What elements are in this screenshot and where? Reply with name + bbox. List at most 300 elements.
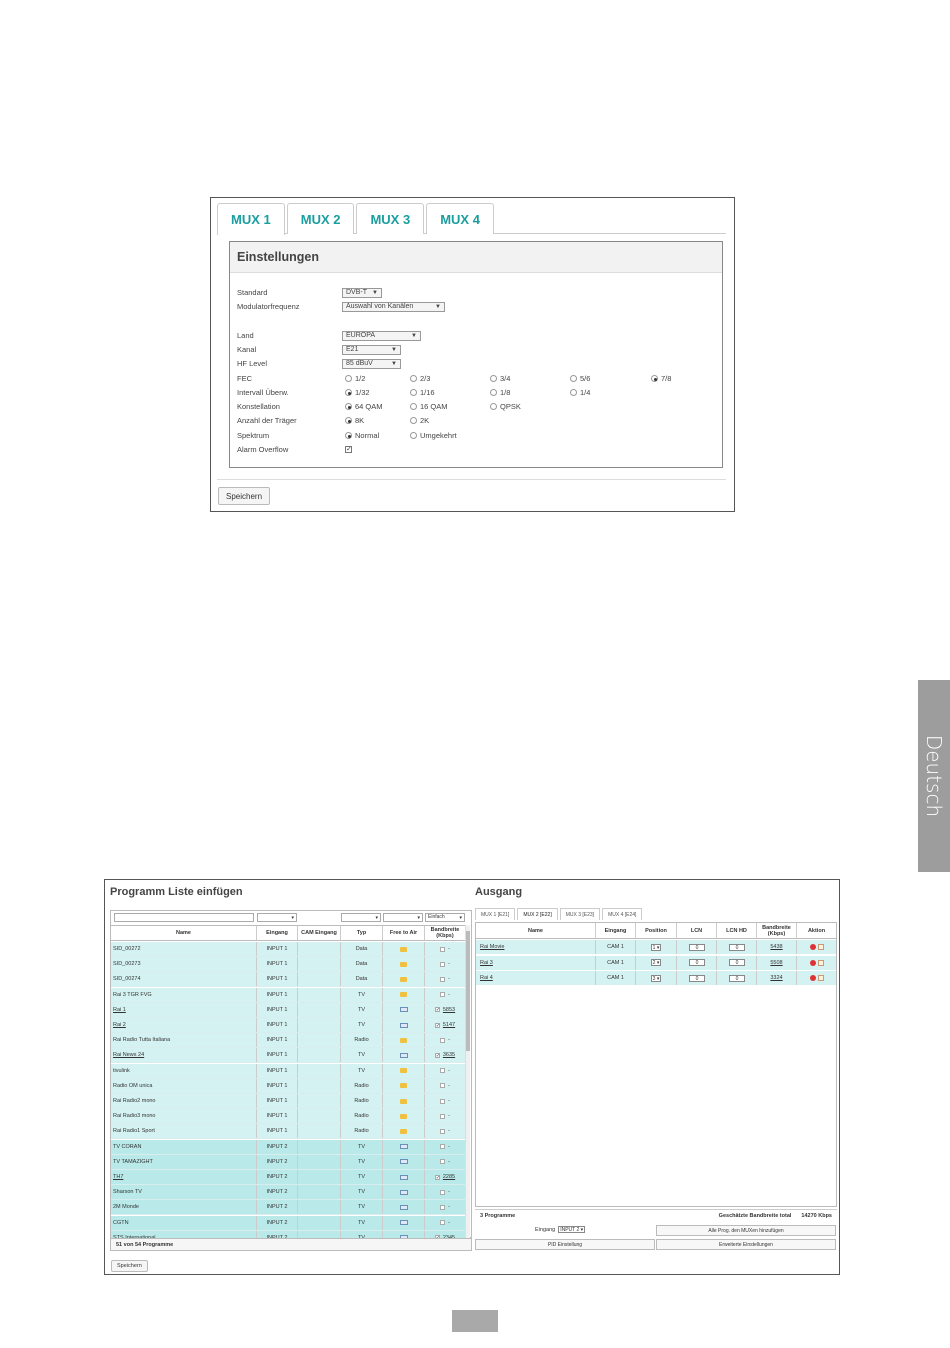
table-cell: [111, 1033, 257, 1047]
tv-icon: [400, 1023, 408, 1028]
program-bandwidth: -: [448, 1067, 450, 1074]
chevron-down-icon: ▼: [411, 332, 417, 339]
table-cell: [257, 1140, 298, 1154]
fec-radio-5-6[interactable]: 5/6: [570, 374, 590, 383]
table-cell: [257, 1079, 298, 1093]
table-cell: [677, 940, 717, 954]
program-name: TV TAMAZIGHT: [113, 1158, 153, 1165]
position-select[interactable]: 3 ▾: [652, 975, 660, 982]
table-cell: [257, 972, 298, 986]
chevron-down-icon: ▾: [291, 915, 294, 921]
table-cell: [341, 1170, 383, 1184]
program-checkbox[interactable]: ✓: [435, 1022, 441, 1029]
program-bandwidth: -: [448, 946, 450, 952]
ocol-lcn[interactable]: LCN: [677, 923, 717, 938]
table-cell: [383, 1140, 425, 1154]
tv-icon: [400, 1205, 408, 1210]
program-bandwidth: -: [448, 1098, 450, 1104]
standard-row: [237, 287, 717, 298]
lcn-input[interactable]: 0: [689, 944, 705, 951]
table-cell: [257, 942, 298, 956]
table-row[interactable]: [111, 1170, 466, 1185]
table-row[interactable]: [111, 1003, 466, 1018]
output-bandwidth: 5438: [770, 944, 783, 950]
mux-settings-screenshot: [210, 197, 735, 512]
edit-icon[interactable]: [818, 944, 824, 950]
kanal-select[interactable]: E21 ▼: [342, 345, 401, 355]
output-position: 2: [652, 960, 656, 966]
program-input: INPUT 2: [266, 1158, 288, 1165]
table-cell: [111, 1003, 257, 1017]
program-input: INPUT 2: [266, 1143, 288, 1150]
table-cell: [341, 1109, 383, 1123]
program-checkbox[interactable]: [440, 1129, 445, 1134]
table-cell: [425, 1124, 466, 1138]
program-type: TV: [357, 1067, 366, 1074]
table-row[interactable]: [111, 1200, 466, 1215]
table-cell: [298, 1048, 341, 1062]
program-input: INPUT 1: [266, 976, 288, 983]
table-cell: [383, 1079, 425, 1093]
program-list-scrollbar[interactable]: [465, 925, 470, 1239]
table-cell: [111, 1064, 257, 1078]
program-input: INPUT 2: [266, 1219, 288, 1226]
program-name: tivulink: [113, 1067, 130, 1074]
table-cell: [298, 1200, 341, 1214]
ocol-aktion[interactable]: Aktion: [807, 927, 826, 934]
program-bandwidth: -: [448, 1128, 450, 1135]
tab-output-mux-2[interactable]: MUX 2 [E22]: [517, 908, 557, 920]
table-cell: [425, 1048, 466, 1062]
program-checkbox[interactable]: [440, 1159, 445, 1164]
tab-output-mux-1[interactable]: MUX 1 [E21]: [475, 908, 515, 920]
table-cell: [257, 1033, 298, 1047]
table-cell: [341, 942, 383, 956]
save-button[interactable]: Speichern: [218, 487, 270, 505]
table-cell: [383, 1003, 425, 1017]
chevron-down-icon: ▾: [375, 915, 378, 921]
program-input: INPUT 1: [266, 1037, 288, 1044]
fec-row: [237, 373, 717, 384]
program-bandwidth: 2285: [442, 1174, 456, 1180]
alarm-row: [237, 444, 717, 455]
output-name[interactable]: Rai 3: [480, 959, 493, 966]
output-table-header: [476, 923, 836, 939]
table-cell: [257, 1200, 298, 1214]
lock-icon: [400, 947, 407, 952]
position-select[interactable]: 1 ▾: [652, 944, 660, 951]
table-cell: [341, 1079, 383, 1093]
table-cell: [111, 1079, 257, 1093]
program-checkbox[interactable]: [440, 1144, 445, 1149]
table-cell: [298, 1140, 341, 1154]
modulator-row: [237, 301, 717, 312]
table-cell: [298, 1124, 341, 1138]
table-cell: [797, 956, 836, 970]
konstellation-label: Konstellation: [237, 402, 280, 411]
program-checkbox[interactable]: [440, 1038, 445, 1043]
program-checkbox[interactable]: ✓: [435, 1174, 441, 1181]
table-cell: [298, 1079, 341, 1093]
table-cell: [425, 957, 466, 971]
tab-output-mux-4[interactable]: MUX 4 [E24]: [602, 908, 642, 920]
table-cell: [383, 942, 425, 956]
spektrum-label: Spektrum: [237, 431, 270, 440]
alarm-overflow-checkbox[interactable]: ✓: [346, 446, 352, 453]
intervall-radio-1-4[interactable]: 1/4: [570, 388, 590, 397]
program-name: Rai News 24: [113, 1052, 145, 1059]
lock-icon: [400, 1038, 407, 1043]
tv-icon: [400, 1144, 408, 1149]
tab-mux-3[interactable]: MUX 3: [356, 203, 424, 234]
program-input: INPUT 1: [266, 991, 288, 998]
chevron-down-icon: ▾: [459, 915, 462, 921]
program-bandwidth: 3635: [442, 1052, 456, 1059]
table-cell: [257, 957, 298, 971]
chevron-down-icon: ▼: [435, 303, 441, 310]
table-row[interactable]: [111, 1155, 466, 1170]
land-row: [237, 330, 717, 341]
fec-label: FEC: [237, 374, 252, 383]
table-cell: [383, 1155, 425, 1169]
program-input: INPUT 1: [266, 1052, 288, 1059]
program-type: TV: [357, 1052, 366, 1059]
output-name[interactable]: Rai 4: [480, 975, 493, 981]
program-type: Radio: [354, 1098, 369, 1104]
col-cam-eingang[interactable]: CAM Eingang: [298, 926, 341, 940]
tab-output-mux-3[interactable]: MUX 3 [E23]: [560, 908, 600, 920]
lcn-input[interactable]: 0: [689, 975, 705, 982]
delete-icon[interactable]: [810, 975, 816, 981]
lcn-hd-input[interactable]: 0: [729, 975, 745, 982]
table-cell: [257, 1155, 298, 1169]
table-cell: [257, 1003, 298, 1017]
table-cell: [425, 1094, 466, 1108]
chevron-down-icon: ▼: [391, 346, 397, 353]
table-cell: [383, 1064, 425, 1078]
program-input: INPUT 1: [266, 1006, 288, 1013]
program-type: Radio: [354, 1037, 369, 1044]
modulator-select[interactable]: Auswahl von Kanälen ▼: [342, 302, 445, 312]
advanced-settings-button[interactable]: Erweiterte Einstellungen: [656, 1239, 836, 1250]
delete-icon[interactable]: [810, 960, 816, 966]
table-cell: [298, 972, 341, 986]
table-cell: [111, 942, 257, 956]
table-cell: [757, 940, 797, 954]
bandwidth-total-value: 14270 Kbps: [801, 1213, 832, 1219]
table-row[interactable]: [111, 1018, 466, 1033]
table-row[interactable]: [111, 957, 466, 972]
lcn-input[interactable]: 0: [689, 959, 705, 966]
program-input: INPUT 1: [266, 1022, 288, 1028]
name-filter-input[interactable]: [114, 913, 254, 922]
program-type: TV: [357, 991, 366, 998]
tv-icon: [400, 1007, 408, 1012]
table-row[interactable]: [111, 1033, 466, 1048]
table-cell: [298, 1033, 341, 1047]
table-cell: [111, 988, 257, 1002]
program-name: Rai Radio1 Sport: [113, 1128, 155, 1135]
table-cell: [111, 1170, 257, 1184]
table-cell: [111, 1200, 257, 1214]
type-filter-select[interactable]: [341, 913, 381, 922]
table-cell: [677, 971, 717, 985]
table-cell: [257, 1109, 298, 1123]
lcn-hd-input[interactable]: 0: [729, 959, 745, 966]
program-bandwidth: -: [448, 976, 450, 983]
hf-level-select[interactable]: 85 dBuV ▼: [342, 359, 401, 369]
program-bandwidth: -: [448, 1204, 450, 1211]
program-checkbox[interactable]: ✓: [435, 1007, 441, 1014]
col-name[interactable]: Name: [111, 926, 257, 940]
table-cell: [298, 1094, 341, 1108]
output-input: CAM 1: [607, 944, 624, 950]
traeger-radio-8k[interactable]: 8K: [345, 416, 364, 425]
ocol-name[interactable]: Name: [476, 923, 596, 938]
program-checkbox[interactable]: [440, 1099, 445, 1104]
program-name: SID_00272: [113, 946, 141, 952]
table-cell: [797, 971, 836, 985]
table-row[interactable]: [111, 1140, 466, 1155]
table-cell: [476, 956, 596, 970]
tab-mux-4[interactable]: MUX 4: [426, 203, 494, 234]
table-cell: [425, 1185, 466, 1199]
ocol-position[interactable]: Position: [636, 923, 677, 938]
table-cell: [383, 1109, 425, 1123]
add-all-programs-button[interactable]: Alle Prog. den MUXen hinzufügen: [656, 1225, 836, 1236]
program-name: Radio OM unica: [113, 1082, 153, 1089]
table-cell: [341, 972, 383, 986]
tab-mux-2[interactable]: MUX 2: [287, 203, 355, 234]
program-type: Radio: [354, 1128, 369, 1135]
table-cell: [596, 971, 636, 985]
table-cell: [425, 1200, 466, 1214]
table-cell: [341, 1124, 383, 1138]
program-input: INPUT 1: [266, 961, 288, 968]
table-cell: [341, 1033, 383, 1047]
pid-settings-button[interactable]: PID Einstellung: [475, 1239, 655, 1250]
fec-radio-2-3[interactable]: 2/3: [410, 374, 430, 383]
mode-filter-select[interactable]: Einfach ▾: [425, 913, 465, 922]
program-type: TV: [357, 1174, 366, 1180]
table-cell: [257, 1094, 298, 1108]
spektrum-radio-umgekehrt[interactable]: Umgekehrt: [410, 431, 457, 440]
program-input: INPUT 1: [266, 946, 288, 952]
table-cell: [257, 1124, 298, 1138]
lock-icon: [400, 1114, 407, 1119]
table-cell: [425, 942, 466, 956]
col-eingang[interactable]: Eingang: [257, 926, 298, 940]
program-name: SID_00273: [113, 961, 141, 968]
program-checkbox[interactable]: [440, 1220, 445, 1225]
table-cell: [425, 1170, 466, 1184]
program-input: INPUT 1: [266, 1098, 288, 1104]
table-cell: [425, 1155, 466, 1169]
program-name: Rai Radio Tutta Italiana: [113, 1037, 171, 1044]
table-cell: [341, 1094, 383, 1108]
output-name[interactable]: Rai Movie: [480, 944, 505, 950]
program-type: TV: [357, 1189, 366, 1196]
output-input-label: Eingang: [535, 1226, 556, 1233]
col-typ[interactable]: Typ: [341, 926, 383, 940]
chevron-down-icon: ▼: [391, 360, 397, 367]
save-program-button[interactable]: Speichern: [111, 1260, 148, 1272]
lock-icon: [400, 1099, 407, 1104]
intervall-radio-1-8[interactable]: 1/8: [490, 388, 510, 397]
col-free-to-air[interactable]: Free to Air: [383, 926, 425, 940]
output-bandwidth: 5508: [770, 959, 783, 966]
table-cell: [425, 1003, 466, 1017]
table-row[interactable]: [111, 1079, 466, 1094]
input-filter-select[interactable]: [257, 913, 297, 922]
tab-mux-1[interactable]: MUX 1: [217, 203, 285, 235]
output-input-select[interactable]: INPUT 2 ▾: [560, 1227, 584, 1233]
table-row[interactable]: [111, 1094, 466, 1109]
program-type: Radio: [354, 1113, 369, 1120]
standard-label: Standard: [237, 288, 268, 297]
table-cell: [111, 1140, 257, 1154]
table-cell: [425, 1140, 466, 1154]
table-cell: [425, 1079, 466, 1093]
program-bandwidth: -: [448, 1219, 450, 1226]
program-input: INPUT 1: [266, 1082, 288, 1089]
table-cell: [425, 988, 466, 1002]
program-input: INPUT 2: [266, 1204, 288, 1211]
chevron-down-icon: ▾: [417, 915, 420, 921]
output-row[interactable]: [476, 956, 836, 971]
kanal-row: [237, 344, 717, 355]
language-side-tab: [918, 680, 950, 872]
kanal-label: Kanal: [237, 345, 257, 354]
program-type: TV: [357, 1219, 366, 1226]
table-cell: [797, 940, 836, 954]
intervall-radio-1-32[interactable]: 1/32: [345, 388, 370, 397]
hf-level-row: [237, 358, 717, 369]
ocol-bandbreite[interactable]: Bandbreite (Kbps): [757, 923, 797, 938]
table-row[interactable]: [111, 1216, 466, 1231]
delete-icon[interactable]: [810, 944, 816, 950]
output-title: Ausgang: [475, 886, 523, 898]
col-bandbreite[interactable]: Bandbreite (Kbps): [425, 926, 466, 940]
table-cell: [257, 1216, 298, 1230]
table-row[interactable]: [111, 988, 466, 1003]
program-input: INPUT 2: [266, 1174, 288, 1180]
program-checkbox[interactable]: ✓: [435, 1052, 441, 1059]
program-table: [110, 910, 472, 1238]
table-cell: [341, 988, 383, 1002]
program-type: Data: [355, 946, 368, 952]
program-bandwidth: -: [448, 991, 450, 998]
traeger-radio-2k[interactable]: 2K: [410, 416, 429, 425]
program-checkbox[interactable]: [440, 1190, 445, 1195]
table-cell: [757, 956, 797, 970]
table-cell: [425, 1109, 466, 1123]
table-cell: [111, 1048, 257, 1062]
fec-radio-1-2[interactable]: 1/2: [345, 374, 365, 383]
program-bandwidth: -: [448, 1143, 450, 1150]
land-select[interactable]: EUROPA ▼: [342, 331, 421, 341]
program-checkbox[interactable]: [440, 1068, 445, 1073]
lock-icon: [400, 992, 407, 997]
konstellation-radio-16qam[interactable]: 16 QAM: [410, 402, 448, 411]
settings-title: Einstellungen: [230, 242, 722, 273]
fec-radio-3-4[interactable]: 3/4: [490, 374, 510, 383]
program-checkbox[interactable]: [440, 1083, 445, 1088]
lcn-hd-input[interactable]: 0: [729, 944, 745, 951]
table-cell: [425, 1064, 466, 1078]
table-cell: [298, 942, 341, 956]
table-cell: [257, 1048, 298, 1062]
table-cell: [636, 956, 677, 970]
table-cell: [111, 1185, 257, 1199]
filter-row: [111, 911, 471, 924]
edit-icon[interactable]: [818, 960, 824, 966]
table-row[interactable]: [111, 1124, 466, 1139]
table-cell: [596, 940, 636, 954]
table-row[interactable]: [111, 1109, 466, 1124]
konstellation-radio-64qam[interactable]: 64 QAM: [345, 402, 383, 411]
table-cell: [425, 972, 466, 986]
program-input: INPUT 2: [266, 1189, 288, 1196]
program-input: INPUT 1: [266, 1113, 288, 1120]
program-type: TV: [357, 1022, 366, 1028]
output-row[interactable]: [476, 940, 836, 955]
program-name: Rai Radio3 mono: [113, 1113, 156, 1120]
table-cell: [425, 1033, 466, 1047]
edit-icon[interactable]: [818, 975, 824, 981]
table-cell: [298, 1216, 341, 1230]
table-cell: [298, 988, 341, 1002]
table-cell: [383, 1033, 425, 1047]
output-table: [475, 922, 837, 1207]
table-row[interactable]: [111, 942, 466, 957]
intervall-row: [237, 387, 717, 398]
ocol-lcn-hd[interactable]: LCN HD: [717, 923, 757, 938]
fta-filter-select[interactable]: [383, 913, 423, 922]
ocol-eingang[interactable]: Eingang: [596, 923, 636, 938]
table-row[interactable]: [111, 1185, 466, 1200]
table-cell: [383, 1185, 425, 1199]
table-row[interactable]: [111, 1064, 466, 1079]
program-name: Rai 2: [113, 1022, 126, 1028]
lock-icon: [400, 977, 407, 982]
table-cell: [677, 956, 717, 970]
program-checkbox[interactable]: [440, 947, 445, 952]
konstellation-radio-qpsk[interactable]: QPSK: [490, 402, 521, 411]
program-bandwidth: -: [448, 1113, 450, 1120]
program-name: Rai Radio2 mono: [113, 1098, 156, 1104]
output-row[interactable]: [476, 971, 836, 986]
program-checkbox[interactable]: [440, 962, 445, 967]
fec-radio-7-8[interactable]: 7/8: [651, 374, 671, 383]
table-cell: [717, 971, 757, 985]
table-row[interactable]: [111, 972, 466, 987]
hf-level-label: HF Level: [237, 359, 268, 368]
position-select[interactable]: 2 ▾: [652, 960, 660, 966]
intervall-radio-1-16[interactable]: 1/16: [410, 388, 435, 397]
program-name: SID_00274: [113, 976, 141, 983]
alarm-label: Alarm Overflow: [237, 445, 289, 454]
spektrum-radio-normal[interactable]: Normal: [345, 431, 379, 440]
standard-select[interactable]: DVB-T ▼: [342, 288, 382, 298]
program-checkbox[interactable]: [440, 1114, 445, 1119]
program-checkbox[interactable]: [440, 992, 445, 997]
table-cell: [111, 1216, 257, 1230]
table-cell: [717, 940, 757, 954]
program-checkbox[interactable]: [440, 977, 445, 982]
table-row[interactable]: [111, 1048, 466, 1063]
program-checkbox[interactable]: [440, 1205, 445, 1210]
